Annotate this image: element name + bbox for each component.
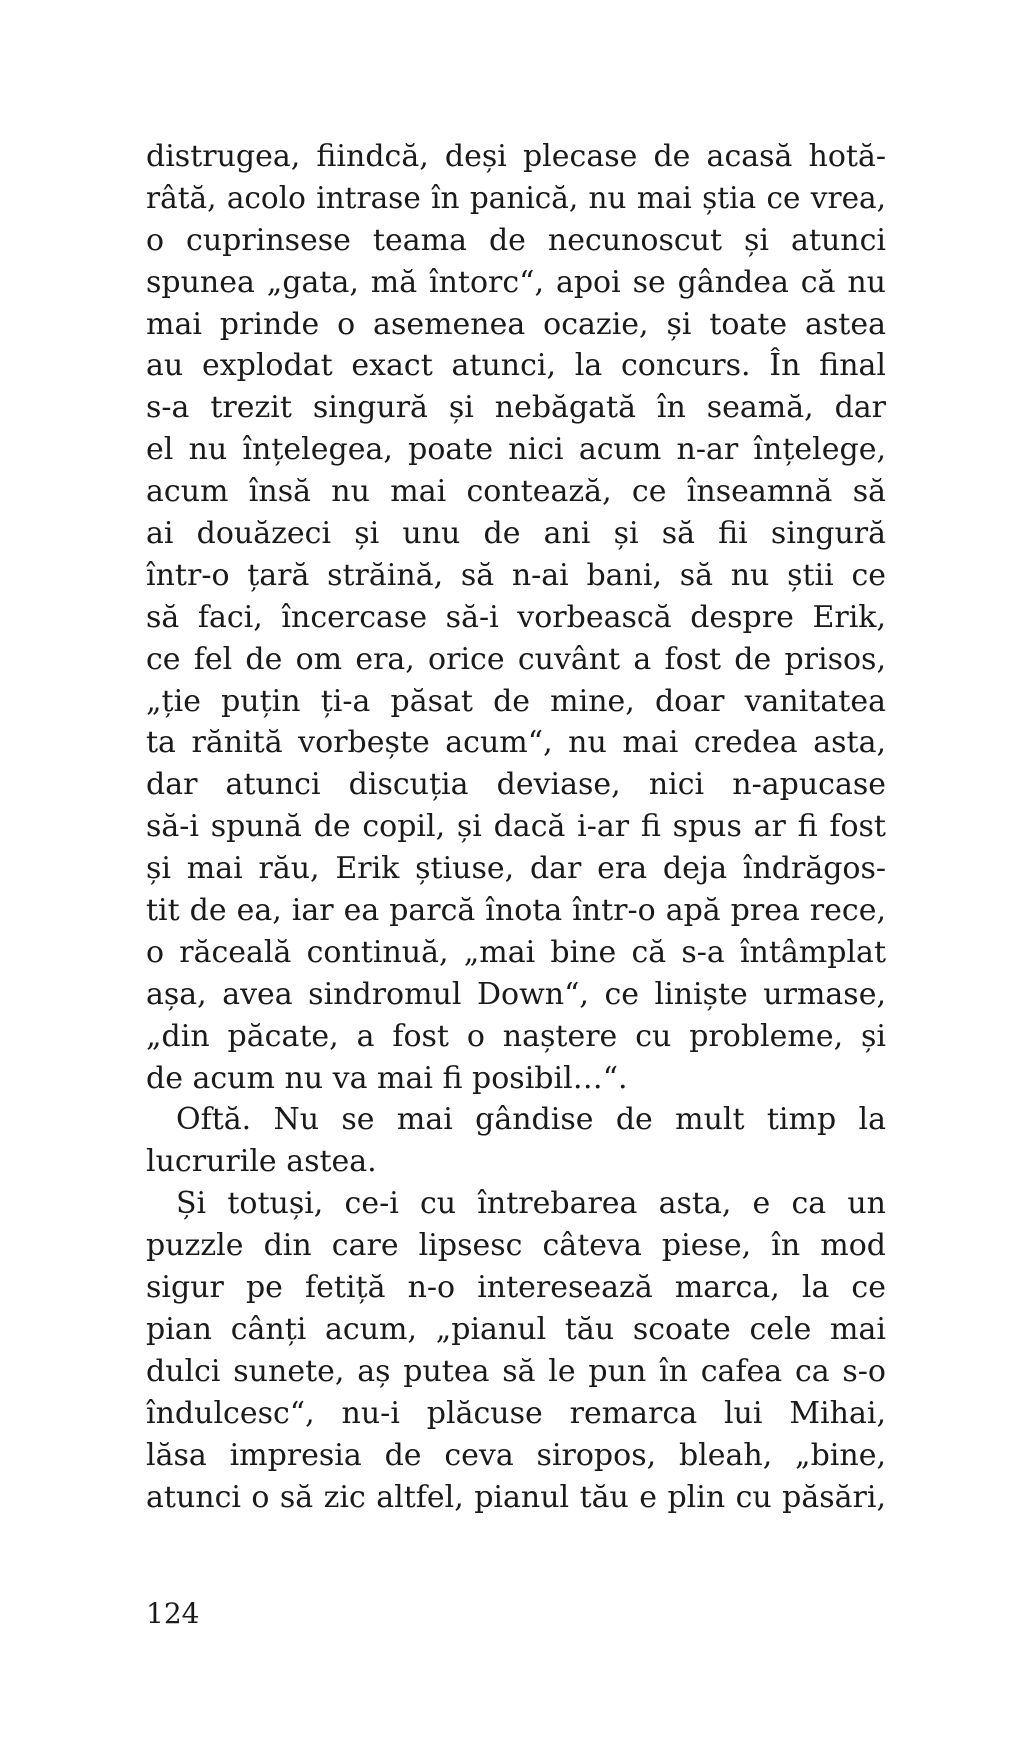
text-line: ce fel de om era, orice cuvânt a fost de prisos,: [146, 641, 886, 677]
text-line: o cuprinsese teama de necunoscut și atunci: [146, 222, 886, 258]
text-line: atunci o să zic altfel, pianul tău e plin cu păsări,: [146, 1479, 886, 1515]
text-line: să faci, încercase să-i vorbească despre Erik,: [146, 599, 886, 635]
text-line: râtă, acolo intrase în panică, nu mai știa ce vrea,: [146, 180, 886, 215]
text-line: „ție puțin ți-a păsat de mine, doar vanitatea: [146, 683, 886, 719]
text-line: tit de ea, iar ea parcă înota într-o apă prea rece,: [146, 893, 886, 929]
text-line: și mai rău, Erik știuse, dar era deja îndrăgos-: [146, 851, 886, 887]
text-line: el nu înțelegea, poate nici acum n-ar înțelege,: [146, 432, 886, 468]
body-text: [146, 136, 886, 1518]
text-line: într-o țară străină, să n-ai bani, să nu știi ce: [146, 557, 886, 593]
text-line: Și totuși, ce-i cu întrebarea asta, e ca un: [176, 1186, 886, 1222]
text-line: dulci sunete, aș putea să le pun în cafea ca s-o: [146, 1353, 886, 1389]
text-line: așa, avea sindromul Down“, ce liniște urmase,: [146, 976, 886, 1012]
text-line: de acum nu va mai fi posibil…“.: [146, 1060, 628, 1096]
text-line: „din păcate, a fost o naștere cu probleme, și: [146, 1018, 886, 1054]
text-line: ta rănită vorbește acum“, nu mai credea asta,: [146, 725, 886, 761]
text-line: dar atunci discuția deviase, nici n-apucase: [146, 767, 886, 803]
text-line: acum însă nu mai contează, ce înseamnă să: [146, 474, 886, 510]
text-line: o răceală continuă, „mai bine că s-a întâmplat: [146, 934, 886, 970]
text-line: sigur pe fetiță n-o interesează marca, la ce: [146, 1270, 886, 1306]
text-line: puzzle din care lipsesc câteva piese, în mod: [146, 1228, 886, 1264]
text-line: Oftă. Nu se mai gândise de mult timp la: [176, 1102, 886, 1138]
text-line: îndulcesc“, nu-i plăcuse remarca lui Mihai,: [146, 1395, 886, 1431]
text-line: ai douăzeci și unu de ani și să fii singură: [146, 516, 886, 552]
text-line: să-i spună de copil, și dacă i-ar fi spus ar fi fost: [146, 809, 886, 845]
text-line: spunea „gata, mă întorc“, apoi se gândea că nu: [146, 264, 886, 300]
text-line: au explodat exact atunci, la concurs. În final: [146, 348, 886, 384]
text-line: lăsa impresia de ceva siropos, bleah, „bine,: [146, 1437, 886, 1473]
text-line: pian cânți acum, „pianul tău scoate cele mai: [146, 1311, 886, 1347]
text-line: mai prinde o asemenea ocazie, și toate astea: [146, 306, 886, 342]
text-line: distrugea, fiindcă, deși plecase de acasă hotă-: [146, 139, 886, 174]
text-line: s-a trezit singură și nebăgată în seamă, dar: [146, 390, 886, 426]
text-line: lucrurile astea.: [146, 1144, 377, 1180]
page-number: 124: [146, 1597, 200, 1630]
